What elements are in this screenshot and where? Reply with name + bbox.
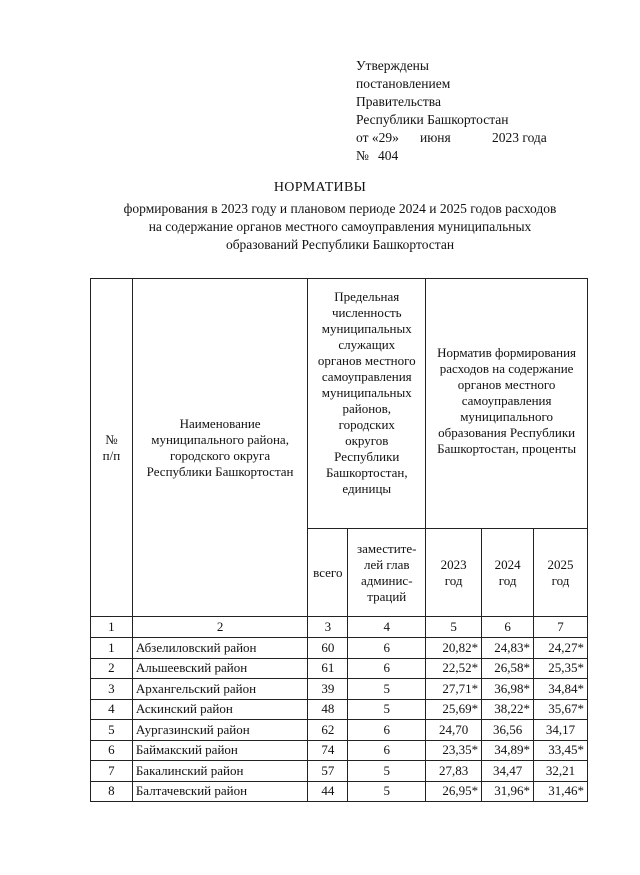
approval-date (356, 129, 547, 147)
row-2023: 27,71* (426, 679, 482, 700)
header-year-2023: 2023 год (426, 529, 482, 617)
column-number-row (91, 617, 588, 638)
row-2024: 36,56 (482, 720, 534, 741)
table-row (91, 638, 588, 659)
document-title: НОРМАТИВЫ (273, 180, 367, 195)
column-number: 5 (426, 617, 482, 638)
row-2025: 33,45* (534, 740, 588, 761)
row-total: 44 (308, 781, 348, 802)
row-2024: 31,96* (482, 781, 534, 802)
column-number: 7 (534, 617, 588, 638)
row-total: 74 (308, 740, 348, 761)
table-row (91, 761, 588, 782)
row-deputies: 6 (348, 638, 426, 659)
row-deputies: 5 (348, 699, 426, 720)
table-row (91, 658, 588, 679)
row-total: 60 (308, 638, 348, 659)
row-2024: 34,89* (482, 740, 534, 761)
row-total: 61 (308, 658, 348, 679)
row-num: 4 (91, 699, 133, 720)
row-num: 6 (91, 740, 133, 761)
row-2025: 35,67* (534, 699, 588, 720)
subtitle-line: образований Республики Башкортостан (225, 237, 455, 252)
row-2023: 26,95* (426, 781, 482, 802)
header-spending-norm: Норматив формирования расходов на содержание органов местного самоуправления муниципального образования Республики Башкортостан, проценты (426, 279, 588, 529)
row-2024: 26,58* (482, 658, 534, 679)
document-subtitle (70, 200, 610, 254)
row-deputies: 5 (348, 761, 426, 782)
approval-number (356, 147, 547, 165)
subtitle-line: на содержание органов местного самоуправления муниципальных (148, 219, 532, 234)
row-num: 7 (91, 761, 133, 782)
row-num: 3 (91, 679, 133, 700)
subtitle-line: формирования в 2023 году и плановом периоде 2024 и 2025 годов расходов (123, 201, 557, 216)
row-total: 57 (308, 761, 348, 782)
row-2024: 24,83* (482, 638, 534, 659)
column-number: 4 (348, 617, 426, 638)
row-name: Бакалинский район (132, 761, 307, 782)
row-num: 2 (91, 658, 133, 679)
row-deputies: 6 (348, 740, 426, 761)
row-2023: 20,82* (426, 638, 482, 659)
row-name: Аургазинский район (132, 720, 307, 741)
row-name: Альшеевский район (132, 658, 307, 679)
table-row (91, 740, 588, 761)
row-num: 5 (91, 720, 133, 741)
row-2025: 32,21 (534, 761, 588, 782)
row-name: Балтачевский район (132, 781, 307, 802)
row-deputies: 6 (348, 720, 426, 741)
row-total: 48 (308, 699, 348, 720)
table-row (91, 679, 588, 700)
approval-line: Правительства (356, 94, 441, 109)
row-total: 62 (308, 720, 348, 741)
row-2025: 31,46* (534, 781, 588, 802)
row-num: 8 (91, 781, 133, 802)
row-2024: 38,22* (482, 699, 534, 720)
row-num: 1 (91, 638, 133, 659)
row-2023: 24,70 (426, 720, 482, 741)
approval-date-year: 2023 года (492, 130, 547, 145)
approval-date-day: от «29» (356, 130, 399, 145)
row-2023: 25,69* (426, 699, 482, 720)
header-staff-limit: Предельная численность муниципальных служащих органов местного самоуправления муниципальных районов, городских округов Республики Башкортостан, единицы (308, 279, 426, 529)
approval-date-month: июня (420, 130, 451, 145)
header-name: Наименование муниципального района, городского округа Республики Башкортостан (132, 279, 307, 617)
column-number: 2 (132, 617, 307, 638)
row-deputies: 6 (348, 658, 426, 679)
table-row (91, 720, 588, 741)
column-number: 3 (308, 617, 348, 638)
table-row (91, 699, 588, 720)
header-total: всего (308, 529, 348, 617)
column-number: 1 (91, 617, 133, 638)
row-2025: 34,17 (534, 720, 588, 741)
approval-number-value: 404 (378, 148, 399, 163)
norms-table (90, 278, 588, 802)
row-deputies: 5 (348, 679, 426, 700)
row-2024: 36,98* (482, 679, 534, 700)
table-row (91, 781, 588, 802)
header-deputies: заместите- лей глав админис- траций (348, 529, 426, 617)
row-total: 39 (308, 679, 348, 700)
row-deputies: 5 (348, 781, 426, 802)
approval-line: Утверждены (356, 58, 429, 73)
row-2023: 23,35* (426, 740, 482, 761)
approval-line: постановлением (356, 76, 451, 91)
approval-number-label: № (356, 148, 369, 163)
approval-block (356, 57, 547, 165)
row-name: Баймакский район (132, 740, 307, 761)
row-2025: 25,35* (534, 658, 588, 679)
row-2024: 34,47 (482, 761, 534, 782)
header-year-2024: 2024 год (482, 529, 534, 617)
header-year-2025: 2025 год (534, 529, 588, 617)
row-name: Абзелиловский район (132, 638, 307, 659)
approval-line: Республики Башкортостан (356, 112, 509, 127)
row-2023: 22,52* (426, 658, 482, 679)
header-num: № п/п (91, 279, 133, 617)
row-2025: 24,27* (534, 638, 588, 659)
row-name: Архангельский район (132, 679, 307, 700)
row-2025: 34,84* (534, 679, 588, 700)
column-number: 6 (482, 617, 534, 638)
row-2023: 27,83 (426, 761, 482, 782)
row-name: Аскинский район (132, 699, 307, 720)
